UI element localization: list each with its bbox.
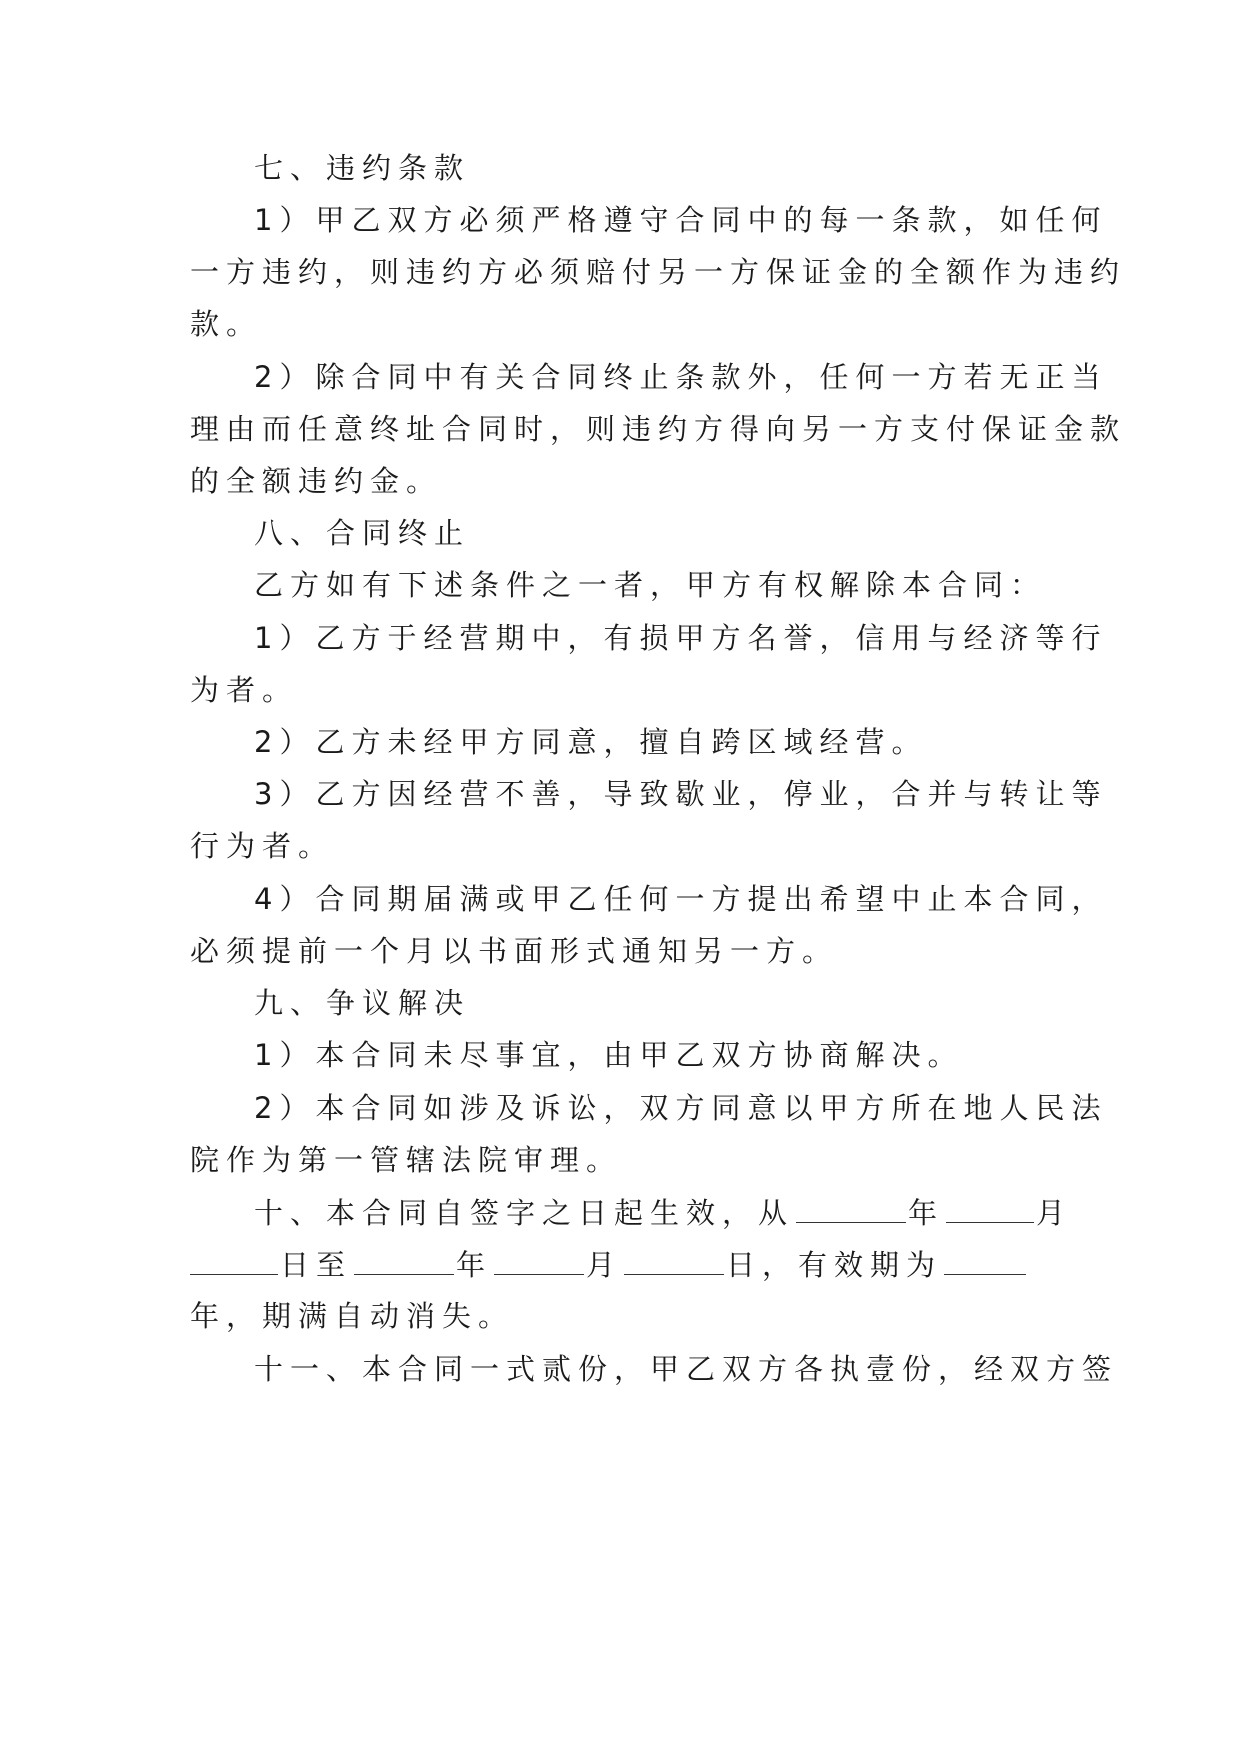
end-month-blank [494,1244,584,1275]
effective-clause-line-1 [254,1192,1073,1233]
validity-years-blank [944,1244,1026,1275]
section-heading-termination: 八、合同终止 [254,516,471,550]
paragraph-line: 必须提前一个月以书面形式通知另一方。 [190,934,839,968]
paragraph-line: 十一、本合同一式贰份，甲乙双方各执壹份，经双方签 [254,1352,1119,1386]
paragraph-line: 的全额违约金。 [190,464,443,498]
section-heading-breach: 七、违约条款 [254,151,471,185]
end-day-blank [624,1244,724,1275]
start-month-label: 月 [1036,1196,1073,1230]
section-heading-dispute: 九、争议解决 [254,986,471,1020]
paragraph-line: 一方违约，则违约方必须赔付另一方保证金的全额作为违约 [190,255,1127,289]
paragraph-line: 4）合同期届满或甲乙任何一方提出希望中止本合同， [254,882,1108,916]
validity-label: 日，有效期为 [726,1248,943,1282]
end-month-label: 月 [586,1248,623,1282]
paragraph-line: 理由而任意终址合同时，则违约方得向另一方支付保证金款 [190,412,1127,446]
paragraph-line: 乙方如有下述条件之一者，甲方有权解除本合同： [254,568,1047,602]
paragraph-line: 年，期满自动消失。 [190,1299,515,1333]
paragraph-line: 款。 [190,307,263,341]
start-day-blank [190,1244,278,1275]
end-year-blank [354,1244,454,1275]
start-year-blank [796,1192,906,1223]
paragraph-line: 2）除合同中有关合同终止条款外，任何一方若无正当 [254,360,1108,394]
start-year-label: 年 [908,1196,945,1230]
paragraph-line: 院作为第一管辖法院审理。 [190,1143,623,1177]
start-day-label: 日至 [280,1248,353,1282]
start-month-blank [946,1192,1034,1223]
paragraph-line: 为者。 [190,673,299,707]
end-year-label: 年 [456,1248,493,1282]
paragraph-line: 3）乙方因经营不善，导致歇业，停业，合并与转让等 [254,777,1108,811]
paragraph-line: 行为者。 [190,829,335,863]
paragraph-line: 1）乙方于经营期中，有损甲方名誉，信用与经济等行 [254,621,1108,655]
paragraph-line: 2）本合同如涉及诉讼，双方同意以甲方所在地人民法 [254,1091,1108,1125]
effective-clause-line-2 [190,1244,1050,1285]
paragraph-line: 2）乙方未经甲方同意，擅自跨区域经营。 [254,725,928,759]
effective-clause-intro: 十、本合同自签字之日起生效，从 [254,1196,795,1230]
paragraph-line: 1）甲乙双方必须严格遵守合同中的每一条款，如任何 [254,203,1108,237]
paragraph-line: 1）本合同未尽事宜，由甲乙双方协商解决。 [254,1038,964,1072]
